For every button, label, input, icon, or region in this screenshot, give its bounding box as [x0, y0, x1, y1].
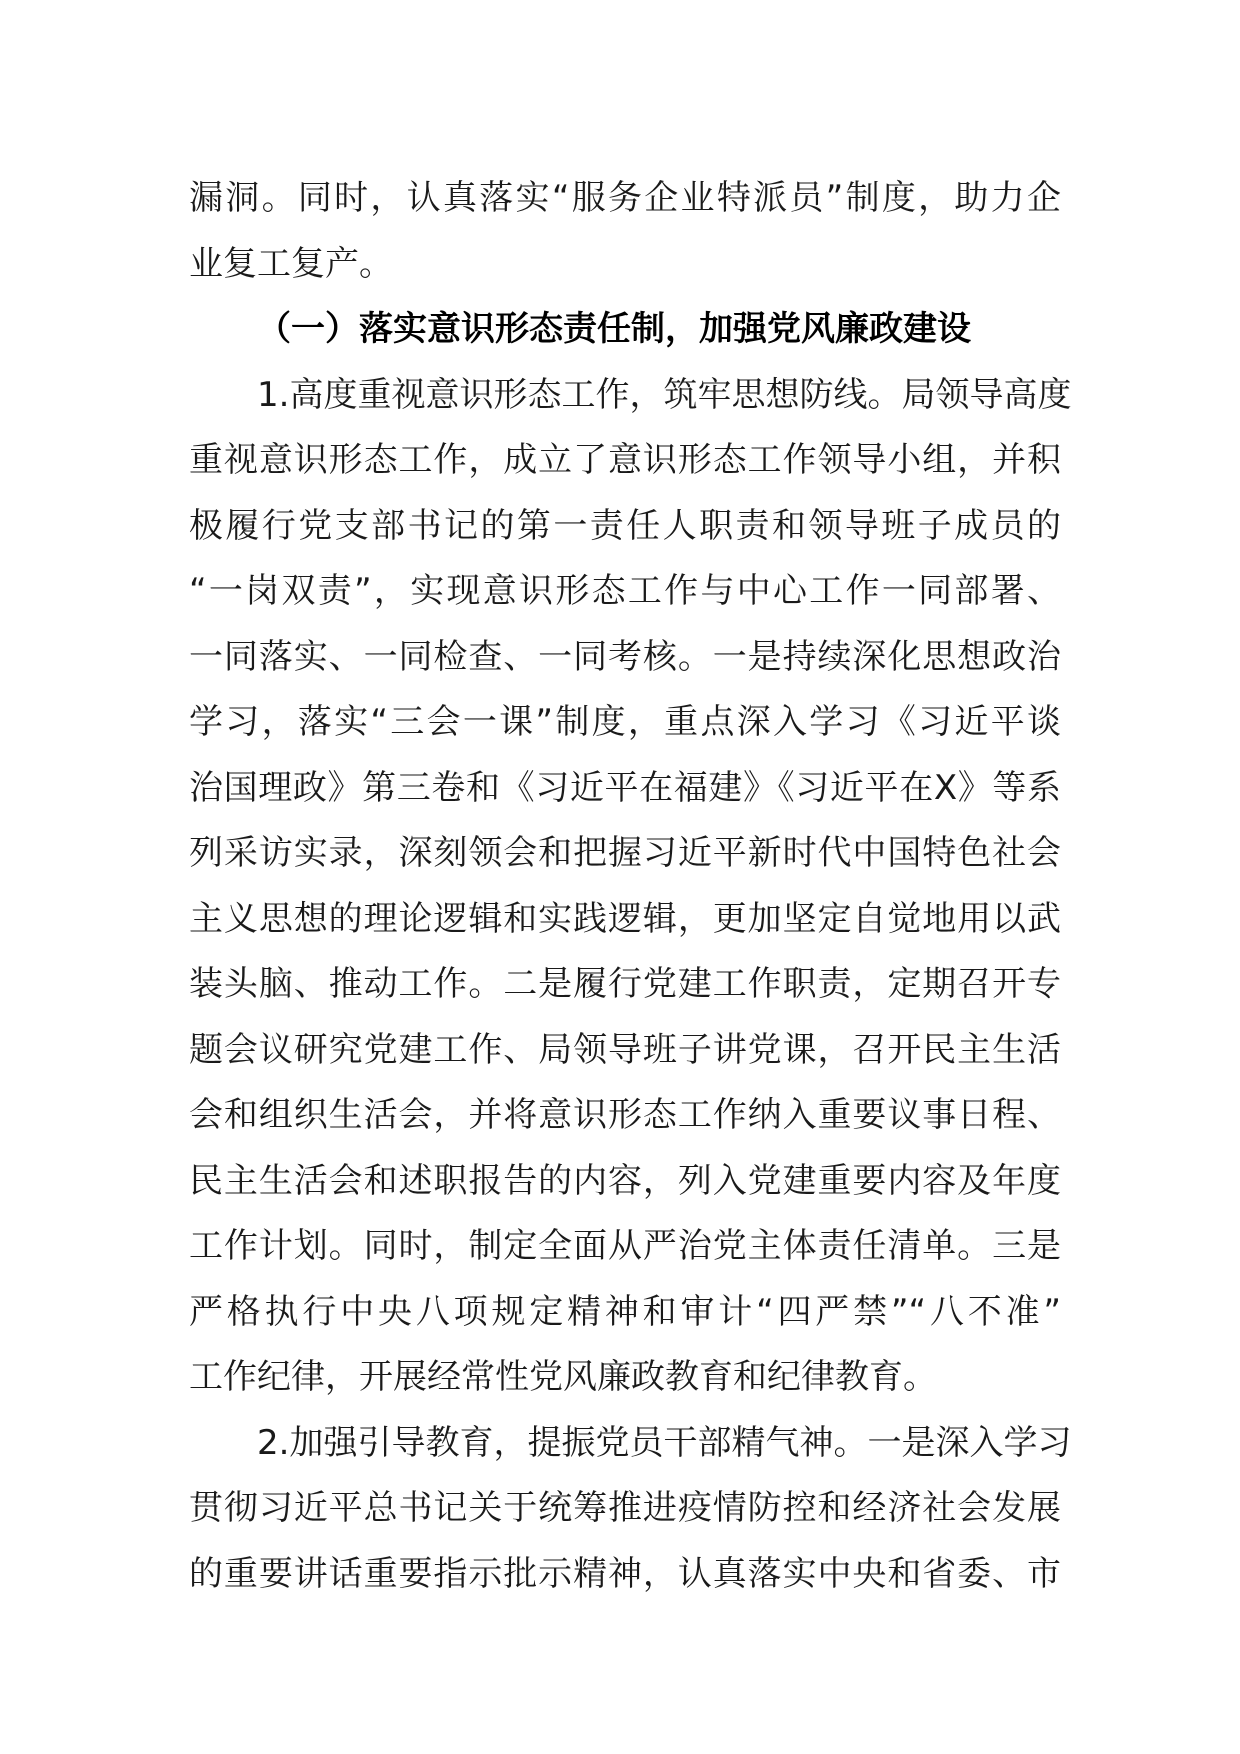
paragraph-first-line: 2.加强引导教育，提振党员干部精气神。一是深入学习	[257, 1422, 1072, 1463]
body-line: “一岗双责”，实现意识形态工作与中心工作一同部署、	[189, 571, 1061, 611]
body-line: 的重要讲话重要指示批示精神，认真落实中央和省委、市	[189, 1553, 1061, 1594]
body-line: 题会议研究党建工作、局领导班子讲党课，召开民主生活	[189, 1029, 1061, 1070]
body-line: 列采访实录，深刻领会和把握习近平新时代中国特色社会	[189, 833, 1061, 873]
body-line: 漏洞。同时，认真落实“服务企业特派员”制度，助力企	[189, 178, 1061, 218]
body-line: 装头脑、推动工作。二是履行党建工作职责，定期召开专	[189, 964, 1061, 1004]
body-line: 会和组织生活会，并将意识形态工作纳入重要议事日程、	[189, 1095, 1061, 1135]
body-line: 贯彻习近平总书记关于统筹推进疫情防控和经济社会发展	[189, 1488, 1061, 1528]
section-heading: （一）落实意识形态责任制，加强党风廉政建设	[257, 309, 971, 349]
document-body	[189, 166, 1072, 1607]
body-line: 重视意识形态工作，成立了意识形态工作领导小组，并积	[189, 440, 1061, 480]
body-line: 业复工复产。	[189, 243, 393, 284]
body-line: 学习，落实“三会一课”制度，重点深入学习《习近平谈	[189, 702, 1061, 742]
body-line: 民主生活会和述职报告的内容，列入党建重要内容及年度	[189, 1160, 1061, 1201]
body-line: 一同落实、一同检查、一同考核。一是持续深化思想政治	[189, 636, 1061, 677]
body-line: 极履行党支部书记的第一责任人职责和领导班子成员的	[189, 505, 1061, 546]
body-line: 严格执行中央八项规定精神和审计“四严禁”“八不准”	[189, 1291, 1061, 1332]
body-line: 主义思想的理论逻辑和实践逻辑，更加坚定自觉地用以武	[189, 898, 1061, 939]
body-line: 工作纪律，开展经常性党风廉政教育和纪律教育。	[189, 1357, 937, 1397]
body-line: 工作计划。同时，制定全面从严治党主体责任清单。三是	[189, 1226, 1061, 1266]
paragraph-first-line: 1.高度重视意识形态工作，筑牢思想防线。局领导高度	[257, 374, 1072, 415]
body-line: 治国理政》第三卷和《习近平在福建》《习近平在X》等系	[189, 767, 1061, 808]
